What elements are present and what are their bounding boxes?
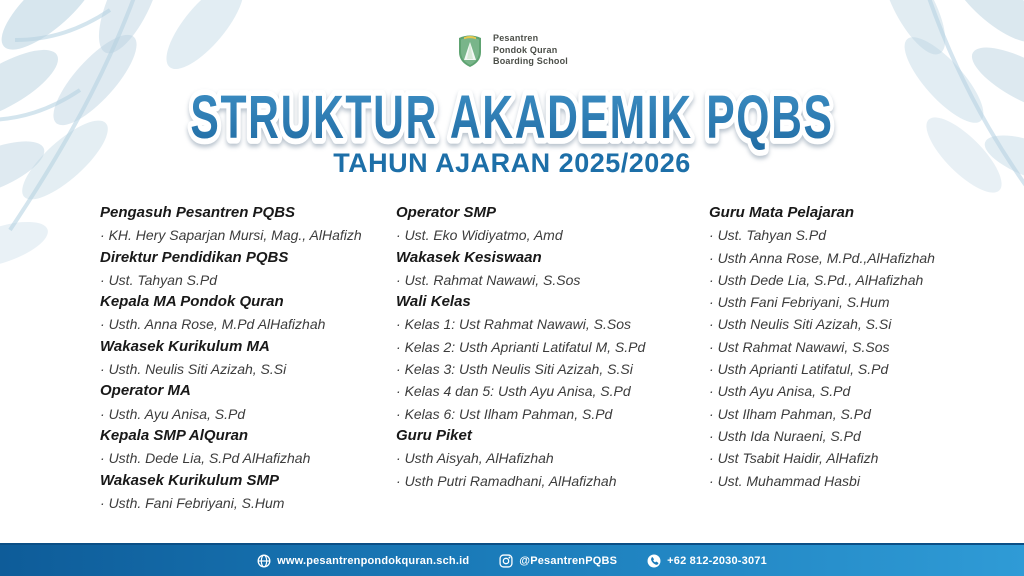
member-item: · Usth Dede Lia, S.Pd., AlHafizhah	[709, 269, 1009, 291]
member-item: · Usth. Anna Rose, M.Pd AlHafizhah	[100, 313, 392, 335]
member-item: · Usth Putri Ramadhani, AlHafizhah	[396, 470, 701, 492]
section-heading: Pengasuh Pesantren PQBS	[100, 204, 296, 221]
page-subtitle: TAHUN AJARAN 2025/2026	[333, 148, 691, 178]
member-item: · Ust. Tahyan S.Pd	[100, 269, 392, 291]
member-item: · Usth. Neulis Siti Azizah, S.Si	[100, 358, 392, 380]
school-crest-icon	[456, 34, 484, 68]
section-heading: Operator SMP	[396, 204, 497, 221]
instagram-icon	[499, 554, 513, 568]
member-item: · Usth Anna Rose, M.Pd.,AlHafizhah	[709, 247, 1009, 269]
page-title	[0, 84, 1024, 158]
section-heading: Operator MA	[100, 382, 191, 400]
member-item: · Usth Ayu Anisa, S.Pd	[709, 380, 1009, 402]
member-item: · Usth. Ayu Anisa, S.Pd	[100, 403, 392, 425]
section-heading: Wakasek Kurikulum SMP	[100, 471, 279, 489]
footer-phone	[647, 554, 767, 568]
member-item: · Ust. Tahyan S.Pd	[709, 224, 1009, 246]
member-item: · Kelas 1: Ust Rahmat Nawawi, S.Sos	[396, 313, 701, 335]
footer-instagram	[499, 554, 617, 568]
logo-line-1: Pesantren	[493, 33, 539, 43]
structure-column-2	[396, 202, 701, 492]
section-heading: Wakasek Kesiswaan	[396, 248, 542, 266]
member-item: · Kelas 4 dan 5: Usth Ayu Anisa, S.Pd	[396, 380, 701, 402]
logo-line-2: Pondok Quran	[493, 44, 558, 55]
member-item: · Ust Rahmat Nawawi, S.Sos	[709, 336, 1009, 358]
member-item: · Ust. Eko Widiyatmo, Amd	[396, 224, 701, 246]
logo-line-3: Boarding School	[493, 56, 568, 67]
title-text: STRUKTUR AKADEMIK PQBS	[190, 84, 834, 152]
member-item: · Kelas 6: Ust Ilham Pahman, S.Pd	[396, 403, 701, 425]
section-heading: Wakasek Kurikulum MA	[100, 337, 270, 355]
member-item: · Ust Ilham Pahman, S.Pd	[709, 403, 1009, 425]
member-item: · Usth Ida Nuraeni, S.Pd	[709, 425, 1009, 447]
section-heading: Direktur Pendidikan PQBS	[100, 248, 289, 266]
footer-instagram-text: @PesantrenPQBS	[519, 554, 618, 567]
member-item: · KH. Hery Saparjan Mursi, Mag., AlHafizh	[100, 224, 392, 246]
footer-website	[257, 554, 469, 568]
structure-column-3	[709, 202, 1009, 492]
member-item: · Usth Neulis Siti Azizah, S.Si	[709, 313, 1009, 335]
section-heading: Guru Piket	[396, 426, 472, 444]
member-item: · Usth Aisyah, AlHafizhah	[396, 447, 701, 469]
member-item: · Ust Tsabit Haidir, AlHafizh	[709, 447, 1009, 469]
section-heading: Kepala MA Pondok Quran	[100, 293, 284, 311]
section-heading: Guru Mata Pelajaran	[709, 204, 855, 221]
whatsapp-icon	[647, 554, 661, 568]
section-heading: Wali Kelas	[396, 293, 471, 311]
section-heading: Kepala SMP AlQuran	[100, 426, 249, 444]
member-item: · Ust. Rahmat Nawawi, S.Sos	[396, 269, 701, 291]
structure-column-1	[100, 202, 392, 514]
member-item: · Usth Fani Febriyani, S.Hum	[709, 291, 1009, 313]
logo-text	[493, 33, 568, 68]
logo-block	[0, 33, 1024, 68]
globe-icon	[257, 554, 271, 568]
footer-website-text: www.pesantrenpondokquran.sch.id	[277, 554, 470, 567]
member-item: · Usth. Fani Febriyani, S.Hum	[100, 492, 392, 514]
member-item: · Usth. Dede Lia, S.Pd AlHafizhah	[100, 447, 392, 469]
member-item: · Kelas 3: Usth Neulis Siti Azizah, S.Si	[396, 358, 701, 380]
footer-bar	[0, 543, 1024, 576]
member-item: · Kelas 2: Usth Aprianti Latifatul M, S.Pd	[396, 336, 701, 358]
member-item: · Usth Aprianti Latifatul, S.Pd	[709, 358, 1009, 380]
footer-phone-text: +62 812-2030-3071	[667, 554, 767, 567]
member-item: · Ust. Muhammad Hasbi	[709, 470, 1009, 492]
